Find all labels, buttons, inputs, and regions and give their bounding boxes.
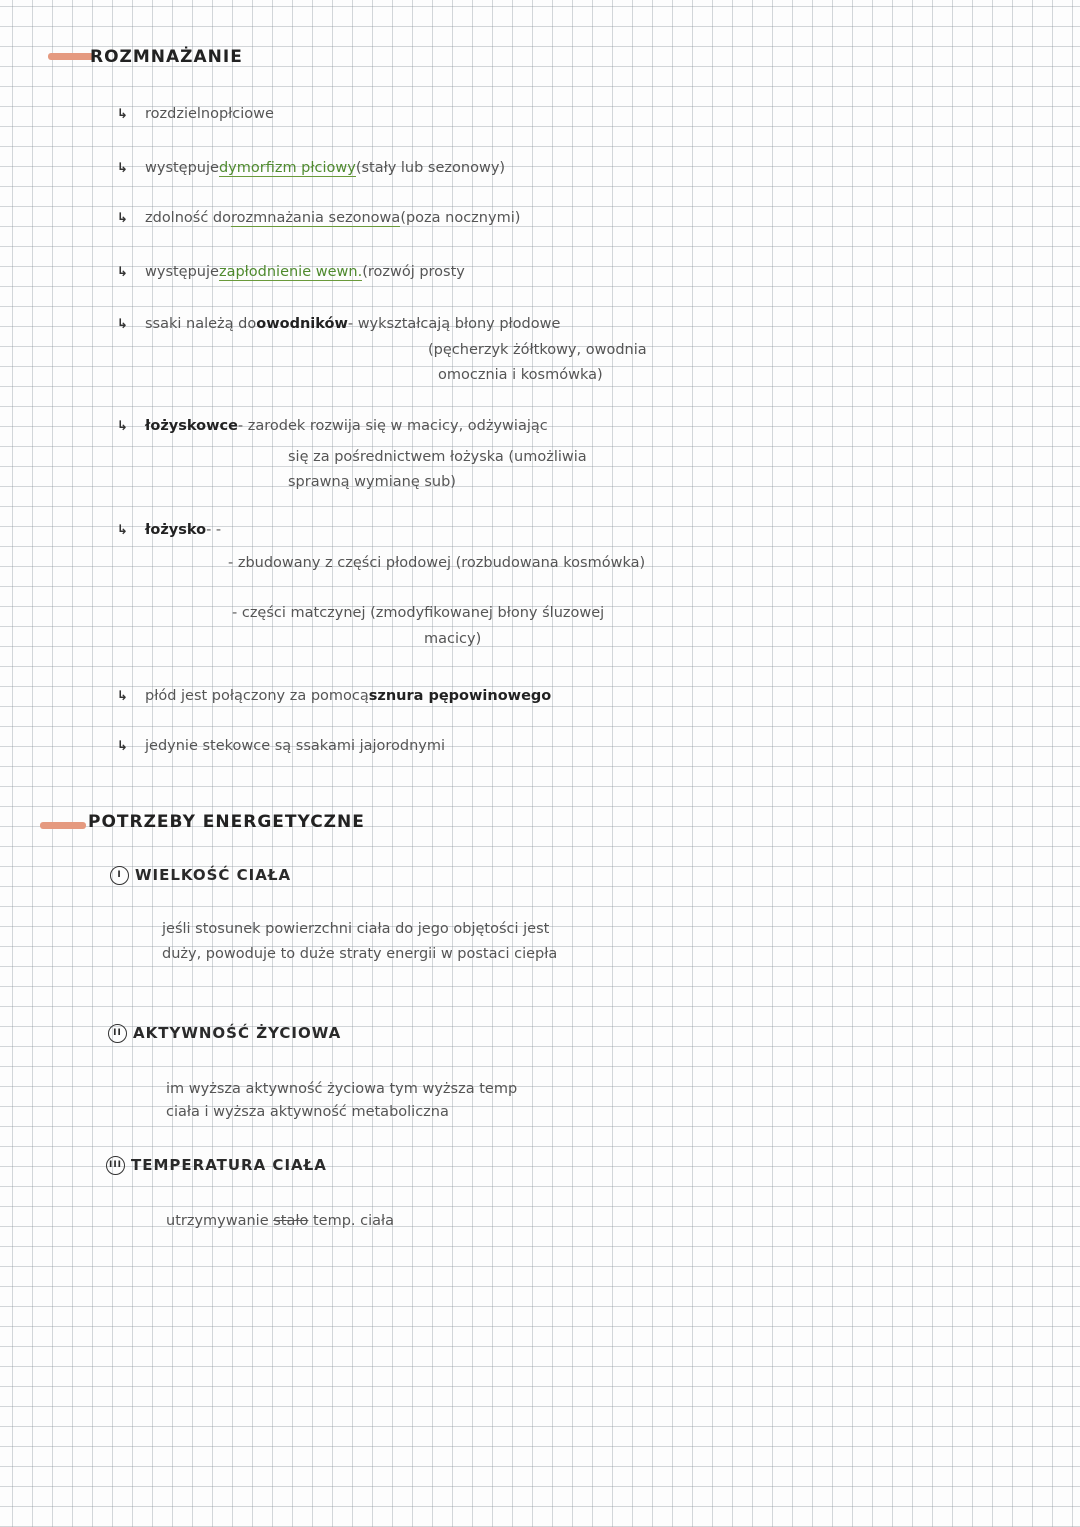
arrow-right-icon: ↳ (117, 689, 128, 704)
bullet-text: (poza nocznymi) (400, 210, 521, 226)
bullet-text: rozdzielnopłciowe (145, 106, 274, 122)
bullet-text: (stały lub sezonowy) (355, 160, 506, 176)
sub-bullet: - zbudowany z części płodowej (rozbudowana kosmówka) (228, 555, 646, 571)
subsection-title-text: WIELKOŚĆ CIAŁA (135, 866, 292, 884)
arrow-right-icon: ↳ (117, 211, 128, 226)
bullet-key-term: owodników (256, 316, 348, 332)
arrow-right-icon: ↳ (117, 419, 128, 434)
paragraph-text: utrzymywanie (166, 1213, 274, 1229)
paragraph-line: im wyższa aktywność życiowa tym wyższa temp (166, 1081, 518, 1097)
bullet-text: (rozwój prosty (362, 264, 465, 280)
bullet-continuation: się za pośrednictwem łożyska (umożliwia (288, 449, 587, 465)
bullet-key-term: łożysko (145, 522, 207, 538)
arrow-right-icon: ↳ (117, 161, 128, 176)
bullet-key-term: rozmnażania sezonowa (231, 210, 401, 226)
bullet-item (117, 688, 551, 706)
crossed-out-word: stało (273, 1213, 309, 1229)
subsection-title-text: AKTYWNOŚĆ ŻYCIOWA (133, 1024, 342, 1042)
section-title-reproduction: ROZMNAŻANIE (90, 47, 243, 67)
roman-numeral-badge: I (110, 866, 129, 885)
subsection-title (110, 866, 291, 885)
bullet-text: jedynie stekowce są ssakami jajorodnymi (145, 738, 446, 754)
bullet-continuation: sprawną wymianę sub) (288, 474, 456, 490)
bullet-text: zdolność do (145, 210, 231, 226)
bullet-item (117, 738, 445, 756)
bullet-text: płód jest połączony za pomocą (145, 688, 369, 704)
arrow-right-icon: ↳ (117, 523, 128, 538)
bullet-text: - - (206, 522, 222, 538)
arrow-right-icon: ↳ (117, 265, 128, 280)
sub-bullet: - części matczynej (zmodyfikowanej błony śluzowej (232, 605, 605, 621)
bullet-item (117, 264, 465, 282)
bullet-text: ssaki należą do (145, 316, 257, 332)
paragraph-line: ciała i wyższa aktywność metaboliczna (166, 1104, 449, 1120)
paragraph-line (166, 1210, 394, 1233)
roman-numeral-badge: II (108, 1024, 127, 1043)
section-title-energy: POTRZEBY ENERGETYCZNE (88, 812, 365, 832)
arrow-right-icon: ↳ (117, 317, 128, 332)
section-highlight-marker (48, 53, 94, 60)
roman-numeral-badge: III (106, 1156, 125, 1175)
paragraph-line: jeśli stosunek powierzchni ciała do jego objętości jest (162, 921, 550, 937)
section-highlight-marker (40, 822, 86, 829)
bullet-continuation: (pęcherzyk żółtkowy, owodnia (428, 342, 647, 358)
paragraph-line: duży, powoduje to duże straty energii w postaci ciepła (162, 946, 558, 962)
bullet-item (117, 106, 274, 124)
bullet-key-term: dymorfizm płciowy (218, 160, 356, 176)
bullet-item (117, 418, 548, 436)
bullet-continuation: omocznia i kosmówka) (438, 367, 603, 383)
bullet-text: występuje (145, 160, 219, 176)
bullet-text: występuje (145, 264, 219, 280)
bullet-item (117, 522, 221, 540)
bullet-text: - zarodek rozwija się w macicy, odżywiając (237, 418, 548, 434)
bullet-item (117, 160, 505, 178)
arrow-right-icon: ↳ (117, 739, 128, 754)
subsection-title (106, 1156, 327, 1175)
subsection-title-text: TEMPERATURA CIAŁA (131, 1156, 327, 1174)
bullet-text: - wykształcają błony płodowe (347, 316, 561, 332)
arrow-right-icon: ↳ (117, 107, 128, 122)
subsection-title (108, 1024, 341, 1043)
bullet-key-term: sznura pępowinowego (368, 688, 552, 704)
bullet-item (117, 316, 560, 334)
bullet-key-term: zapłodnienie wewn. (218, 264, 363, 280)
bullet-key-term: łożyskowce (145, 418, 238, 434)
paragraph-text: temp. ciała (308, 1213, 395, 1229)
bullet-item (117, 210, 520, 228)
sub-bullet-continuation: macicy) (424, 631, 482, 647)
